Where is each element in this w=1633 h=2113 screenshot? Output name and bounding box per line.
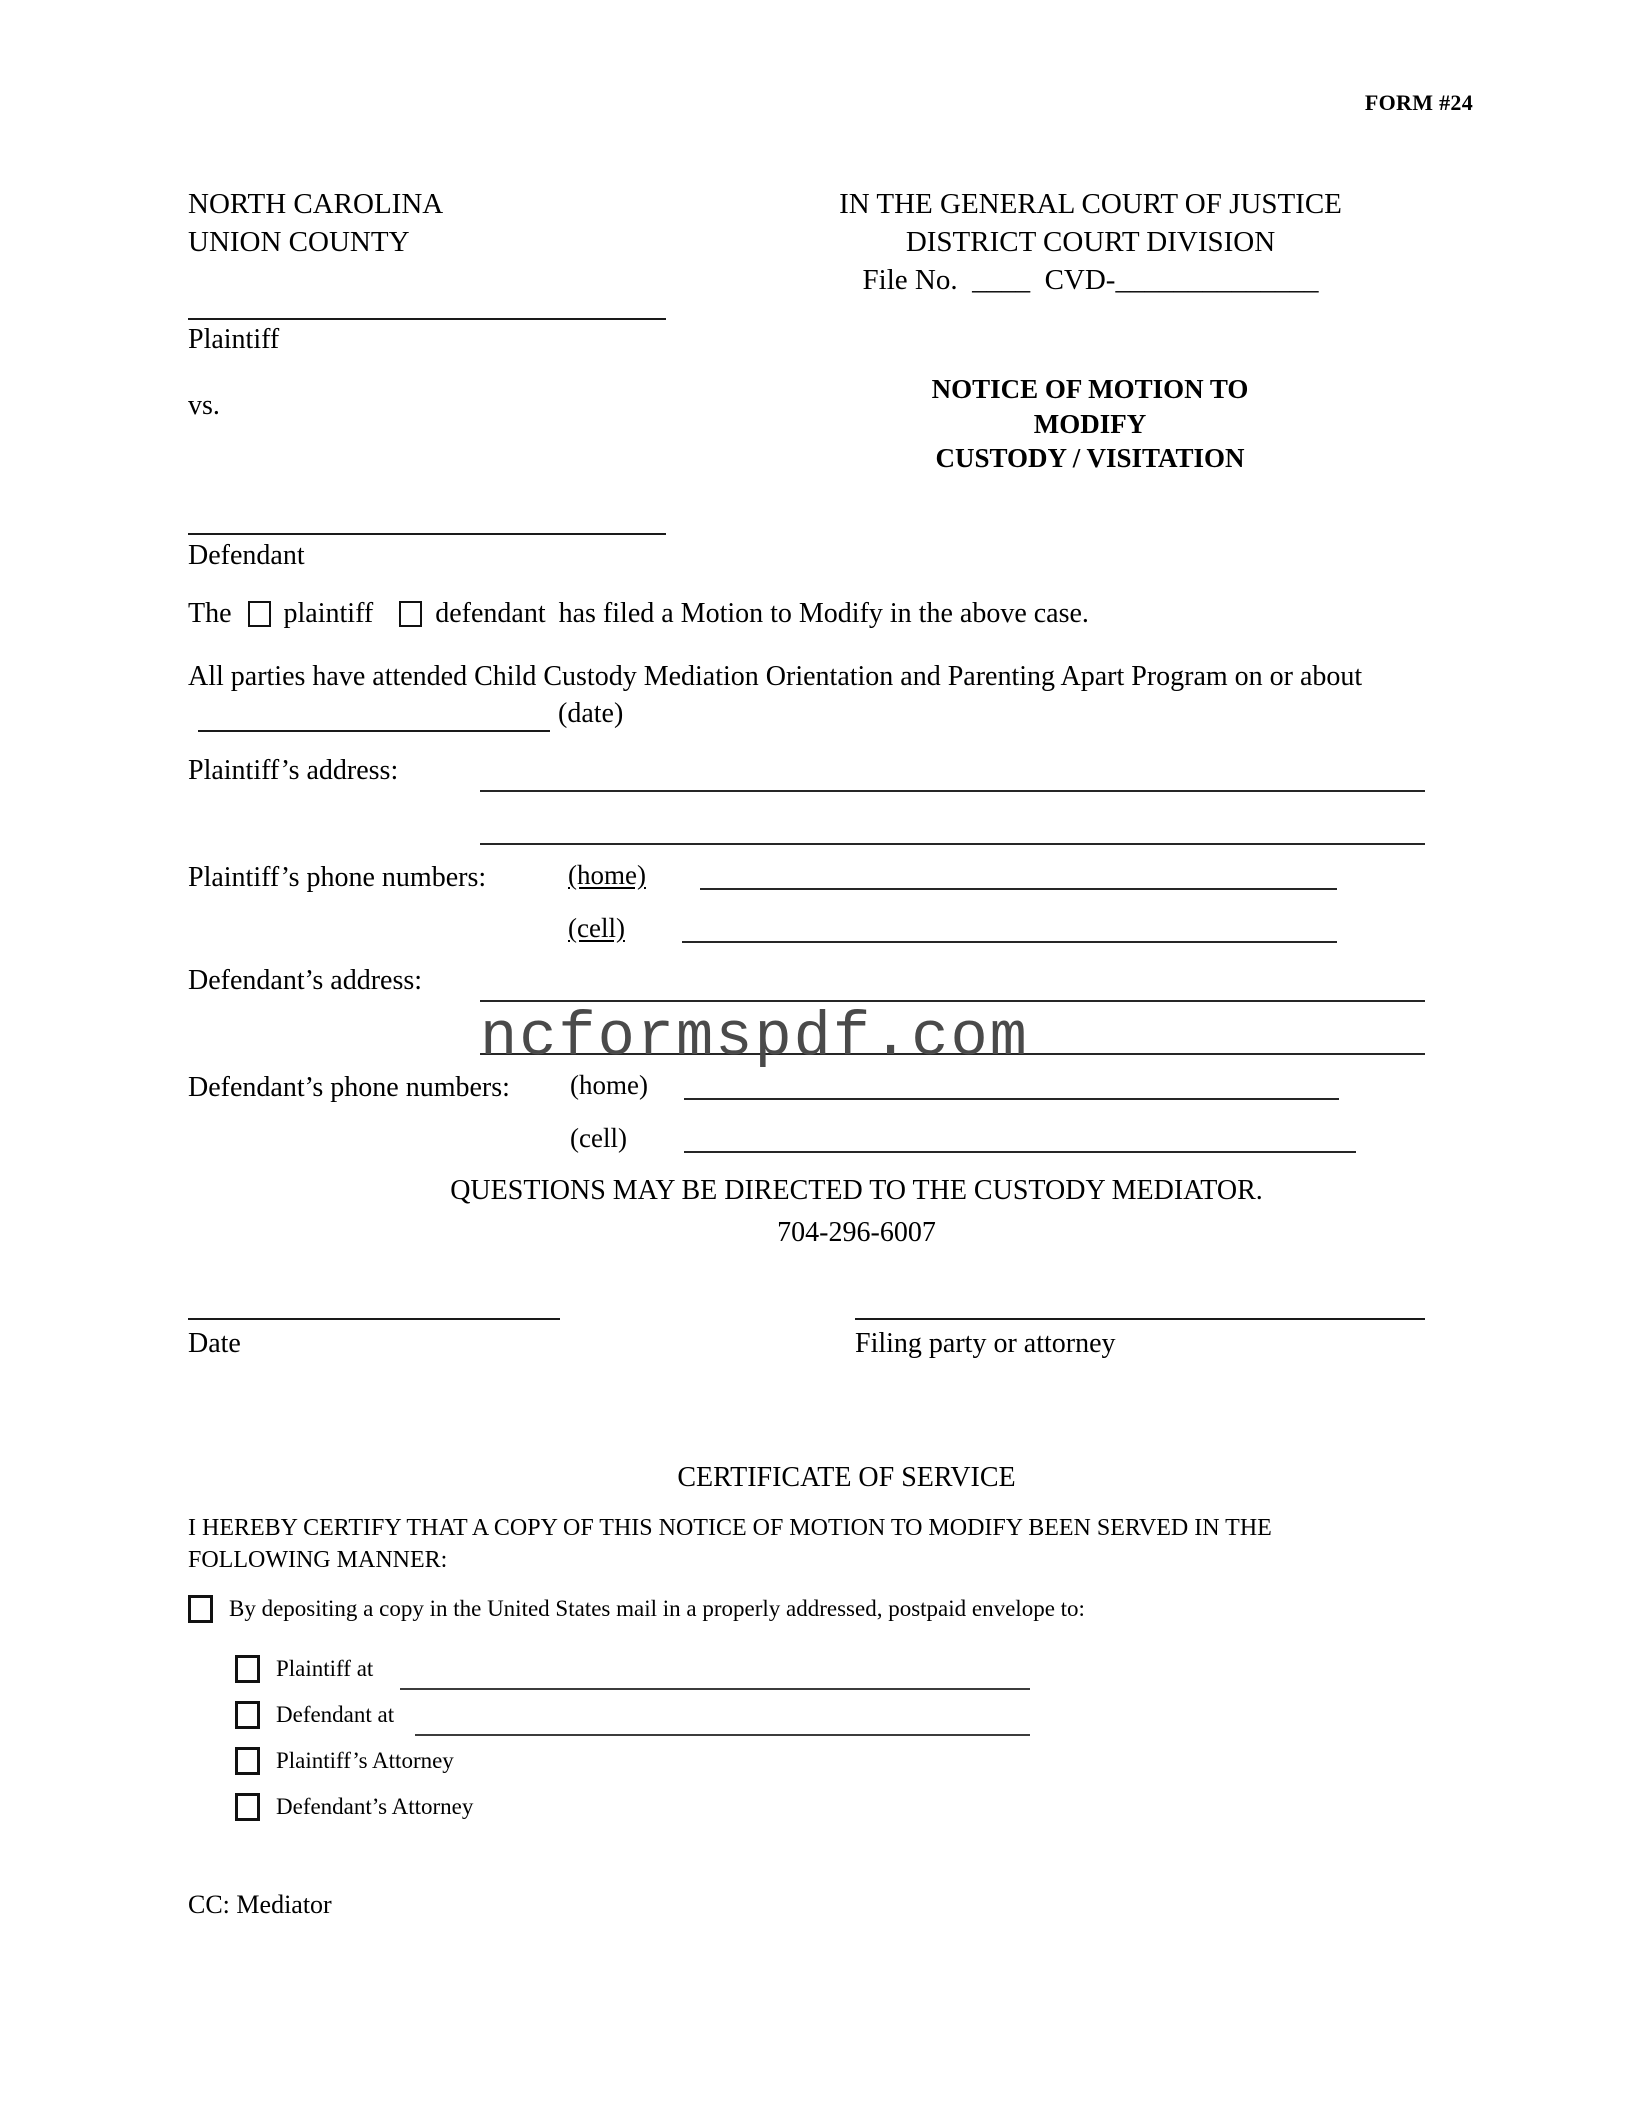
court-division: DISTRICT COURT DIVISION	[905, 226, 1276, 258]
plaintiff-block	[188, 318, 668, 356]
defendant-phone-label: Defendant’s phone numbers:	[188, 1072, 510, 1103]
plaintiff-label: Plaintiff	[188, 324, 280, 355]
signature-date-line[interactable]	[188, 1318, 560, 1320]
county-name: UNION COUNTY	[188, 226, 410, 258]
state-name: NORTH CAROLINA	[188, 188, 444, 220]
court-name: IN THE GENERAL COURT OF JUSTICE	[839, 188, 1342, 220]
plaintiff-home-phone-input[interactable]	[700, 888, 1337, 890]
cos-plaintiff-address-input[interactable]	[400, 1688, 1030, 1690]
defendant-cell-phone-label: (cell)	[570, 1123, 627, 1153]
watermark: ncformspdf.com	[480, 1002, 1029, 1073]
form-number: FORM #24	[1364, 90, 1473, 115]
plaintiff-cell-phone-input[interactable]	[682, 941, 1337, 943]
defendant-cell-phone-input[interactable]	[684, 1151, 1356, 1153]
plaintiff-address-line-2[interactable]	[480, 843, 1425, 845]
cos-mail-option-row	[188, 1595, 1085, 1623]
defendant-home-phone-label: (home)	[570, 1070, 648, 1100]
cos-recipient-label-defendant: Defendant at	[276, 1702, 395, 1727]
cos-defendant-address-input[interactable]	[415, 1734, 1030, 1736]
filing-party-statement	[188, 598, 1089, 630]
caption-left-column	[188, 190, 708, 266]
versus-label: vs.	[188, 390, 220, 421]
certificate-of-service-title: CERTIFICATE OF SERVICE	[677, 1462, 1016, 1493]
checkbox-recipient-defendant[interactable]	[235, 1701, 260, 1729]
checkbox-mail-deposit[interactable]	[188, 1595, 213, 1623]
checkbox-plaintiff-label: plaintiff	[283, 598, 374, 629]
statement-suffix: has filed a Motion to Modify in the above case.	[558, 598, 1089, 629]
plaintiff-phone-label: Plaintiff’s phone numbers:	[188, 862, 487, 893]
plaintiff-cell-phone-label: (cell)	[568, 913, 625, 943]
cc-line: CC: Mediator	[188, 1890, 332, 1919]
signature-party-line[interactable]	[855, 1318, 1425, 1320]
mediation-date-input[interactable]	[198, 704, 550, 732]
cos-recipient-label-defendant-attorney: Defendant’s Attorney	[276, 1794, 474, 1819]
cos-mail-option-label: By depositing a copy in the United States mail in a properly addressed, postpaid envelope to:	[229, 1596, 1085, 1621]
plaintiff-name-line[interactable]	[188, 318, 666, 320]
plaintiff-address-line-1[interactable]	[480, 790, 1425, 792]
checkbox-recipient-defendant-attorney[interactable]	[235, 1793, 260, 1821]
cos-recipient-row-plaintiff	[235, 1655, 373, 1683]
mediator-notice: QUESTIONS MAY BE DIRECTED TO THE CUSTODY MEDIATOR.	[450, 1175, 1263, 1206]
document-title	[830, 372, 1350, 476]
mediation-date-suffix: (date)	[558, 698, 624, 730]
signature-date-label: Date	[188, 1328, 241, 1359]
checkbox-plaintiff[interactable]	[248, 601, 271, 627]
defendant-address-line-1[interactable]	[480, 1000, 1425, 1002]
checkbox-recipient-plaintiff[interactable]	[235, 1655, 260, 1683]
caption-right-column	[708, 190, 1473, 304]
cos-recipient-row-plaintiff-attorney	[235, 1747, 454, 1775]
defendant-address-label: Defendant’s address:	[188, 965, 423, 996]
defendant-home-phone-input[interactable]	[684, 1098, 1339, 1100]
mediation-text: All parties have attended Child Custody Mediation Orientation and Parenting Apart Program on or about	[188, 661, 1363, 692]
checkbox-defendant-label: defendant	[435, 598, 546, 629]
defendant-label: Defendant	[188, 540, 305, 571]
cos-recipient-row-defendant	[235, 1701, 394, 1729]
caption-header	[188, 190, 1473, 304]
document-title-line-1: NOTICE OF MOTION TO	[931, 374, 1249, 404]
defendant-address-line-2[interactable]	[480, 1053, 1425, 1055]
checkbox-recipient-plaintiff-attorney[interactable]	[235, 1747, 260, 1775]
mediation-paragraph	[188, 658, 1418, 732]
document-title-line-2: MODIFY	[1033, 408, 1147, 439]
cos-recipient-label-plaintiff-attorney: Plaintiff’s Attorney	[276, 1748, 454, 1773]
document-title-line-3: CUSTODY / VISITATION	[935, 443, 1245, 474]
mediator-phone-number: 704-296-6007	[777, 1217, 936, 1248]
statement-prefix: The	[188, 598, 232, 629]
defendant-name-line[interactable]	[188, 533, 666, 535]
file-number-field[interactable]: File No. ____ CVD-______________	[862, 264, 1319, 296]
plaintiff-address-label: Plaintiff’s address:	[188, 755, 399, 786]
cos-recipient-label-plaintiff: Plaintiff at	[276, 1656, 374, 1681]
signature-party-label: Filing party or attorney	[855, 1328, 1116, 1359]
certificate-of-service-intro: I HEREBY CERTIFY THAT A COPY OF THIS NOTICE OF MOTION TO MODIFY BEEN SERVED IN THE FOLLOWING MANNER:	[188, 1515, 1272, 1573]
cos-recipient-row-defendant-attorney	[235, 1793, 473, 1821]
plaintiff-home-phone-label: (home)	[568, 860, 646, 890]
checkbox-defendant[interactable]	[399, 601, 422, 627]
